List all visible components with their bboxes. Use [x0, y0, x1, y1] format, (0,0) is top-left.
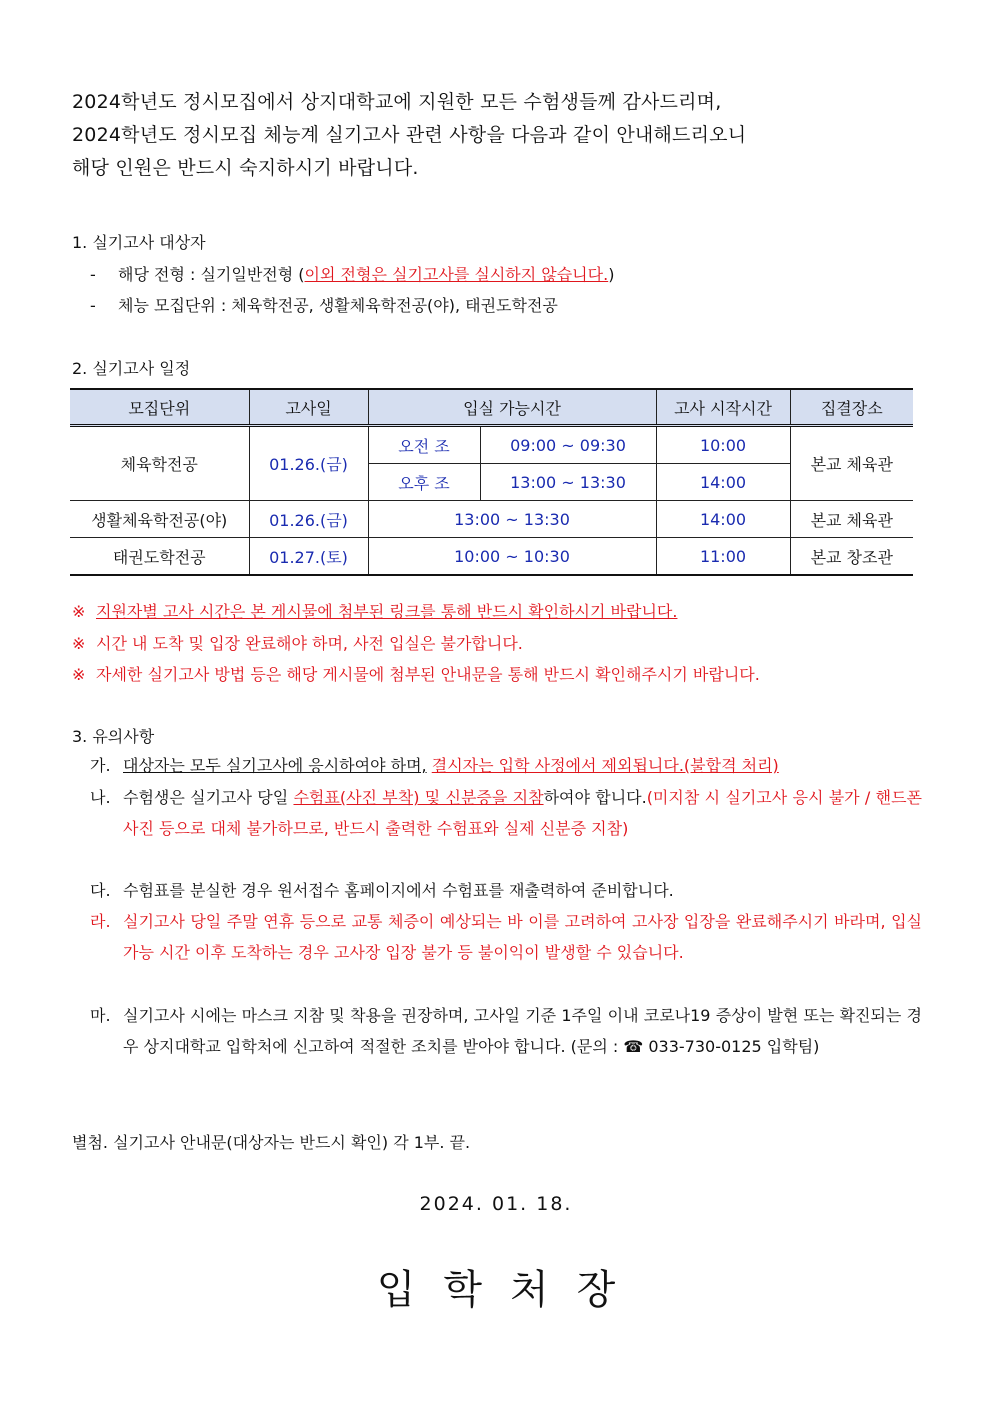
cell-start-time: 14:00 [656, 501, 790, 538]
section-2-title: 2. 실기고사 일정 [72, 359, 191, 378]
cell-unit: 체육학전공 [70, 426, 249, 501]
cell-group: 오전 조 [368, 426, 480, 464]
cell-unit: 태권도학전공 [70, 538, 249, 576]
notice-item-na: 나. 수험생은 실기고사 당일 수험표(사진 부착) 및 신분증을 지참하여야 합니다.(미지참 시 실기고사 응시 불가 / 핸드폰 사진 등으로 대체 불가하므로, 반드시 출력한 수험표와 실제 신분증 지참) [90, 788, 922, 838]
reference-mark-icon: ※ [72, 665, 86, 684]
header-unit: 모집단위 [70, 389, 249, 426]
header-start-time: 고사 시작시간 [656, 389, 790, 426]
cell-entry-time: 10:00 ~ 10:30 [368, 538, 656, 576]
excluded-notice: 이외 전형은 실기고사를 실시하지 않습니다. [304, 265, 609, 284]
cell-group: 오후 조 [368, 464, 480, 501]
schedule-note: ※ 자세한 실기고사 방법 등은 해당 게시물에 첨부된 안내문을 통해 반드시 확인해주시기 바랍니다. [72, 665, 760, 684]
schedule-note: ※ 지원자별 고사 시간은 본 게시물에 첨부된 링크를 통해 반드시 확인하시기 바랍니다. [72, 602, 678, 621]
notice-item-ma: 마. 실기고사 시에는 마스크 지참 및 착용을 권장하며, 고사일 기준 1주일 이내 코로나19 증상이 발현 또는 확진되는 경우 상지대학교 입학처에 신고하여 적절한 조치를 받아야 합니다. (문의 : ☎ 033-730-0125 입학팀) [90, 1006, 922, 1056]
signature-title: 입학처장 [376, 1267, 644, 1313]
header-date: 고사일 [249, 389, 368, 426]
attachment-line: 별첨. 실기고사 안내문(대상자는 반드시 확인) 각 1부. 끝. [72, 1133, 471, 1152]
document-date: 2024. 01. 18. [419, 1193, 573, 1215]
cell-entry-time: 13:00 ~ 13:30 [368, 501, 656, 538]
cell-date: 01.26.(금) [249, 426, 368, 501]
intro-line: 2024학년도 정시모집에서 상지대학교에 지원한 모든 수험생들께 감사드리며, [72, 91, 722, 113]
cell-entry-time: 13:00 ~ 13:30 [480, 464, 656, 501]
cell-date: 01.27.(토) [249, 538, 368, 576]
schedule-note: ※ 시간 내 도착 및 입장 완료해야 하며, 사전 입실은 불가합니다. [72, 634, 523, 653]
cell-start-time: 14:00 [656, 464, 790, 501]
cell-place: 본교 창조관 [790, 538, 913, 576]
reference-mark-icon: ※ [72, 602, 86, 621]
cell-unit: 생활체육학전공(야) [70, 501, 249, 538]
reference-mark-icon: ※ [72, 634, 86, 653]
table-row [70, 538, 913, 576]
intro-paragraph [72, 86, 746, 185]
notice-item-ga: 가. 대상자는 모두 실기고사에 응시하여야 하며, 결시자는 입학 사정에서 제외됩니다.(불합격 처리) [90, 756, 779, 775]
table-header-row [70, 389, 913, 426]
section-1-title: 1. 실기고사 대상자 [72, 233, 206, 252]
cell-date: 01.26.(금) [249, 501, 368, 538]
cell-place: 본교 체육관 [790, 501, 913, 538]
table-row [70, 501, 913, 538]
cell-entry-time: 09:00 ~ 09:30 [480, 426, 656, 464]
cell-start-time: 11:00 [656, 538, 790, 576]
section-3-title: 3. 유의사항 [72, 727, 155, 746]
cell-start-time: 10:00 [656, 426, 790, 464]
intro-line: 해당 인원은 반드시 숙지하시기 바랍니다. [72, 157, 419, 179]
notice-item-ra: 라. 실기고사 당일 주말 연휴 등으로 교통 체증이 예상되는 바 이를 고려하여 고사장 입장을 완료해주시기 바라며, 입실 가능 시간 이후 도착하는 경우 고사장 입장 불가 등 불이익이 발생할 수 있습니다. [90, 912, 922, 962]
cell-place: 본교 체육관 [790, 426, 913, 501]
header-place: 집결장소 [790, 389, 913, 426]
section-1-item-2: - 체능 모집단위 : 체육학전공, 생활체육학전공(야), 태권도학전공 [90, 296, 558, 315]
schedule-table [70, 388, 913, 576]
intro-line: 2024학년도 정시모집 체능계 실기고사 관련 사항을 다음과 같이 안내해드리오니 [72, 124, 747, 146]
table-row [70, 426, 913, 464]
section-1-item-1: - 해당 전형 : 실기일반전형 (이외 전형은 실기고사를 실시하지 않습니다.) [90, 265, 615, 284]
header-entry-time: 입실 가능시간 [368, 389, 656, 426]
notice-item-da: 다. 수험표를 분실한 경우 원서접수 홈페이지에서 수험표를 재출력하여 준비합니다. [90, 881, 674, 900]
